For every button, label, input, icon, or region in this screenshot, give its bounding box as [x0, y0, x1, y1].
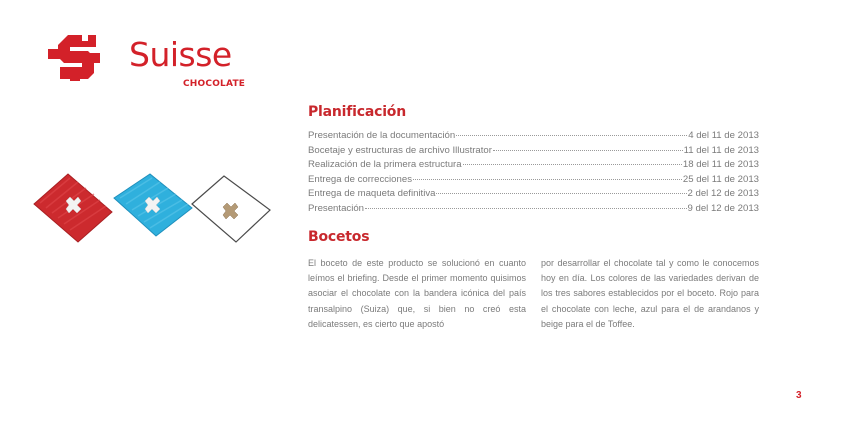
schedule-task: Entrega de maqueta definitiva	[308, 188, 436, 200]
brand-subtitle: CHOCOLATE	[183, 79, 246, 89]
schedule-date: 2 del 12 de 2013	[687, 188, 759, 200]
schedule-row	[308, 130, 759, 145]
schedule-row	[308, 159, 759, 174]
leader-dots	[463, 164, 682, 165]
beige-flag-sketch-icon	[192, 176, 270, 242]
leader-dots	[493, 150, 683, 151]
schedule-row	[308, 203, 759, 218]
leader-dots	[413, 179, 682, 180]
schedule-date: 25 del 11 de 2013	[682, 173, 759, 185]
schedule-row	[308, 145, 759, 160]
schedule-row	[308, 174, 759, 189]
schedule-task: Entrega de correcciones	[308, 173, 412, 185]
blue-flag-sketch-icon	[114, 174, 192, 236]
schedule-date: 4 del 11 de 2013	[688, 130, 759, 141]
schedule-row	[308, 188, 759, 203]
page-number: 3	[796, 390, 802, 401]
red-flag-sketch-icon	[34, 174, 112, 242]
schedule-task: Realización de la primera estructura	[308, 159, 462, 171]
schedule-task: Presentación de la documentación	[308, 130, 456, 141]
sketches-title: Bocetos	[308, 229, 370, 245]
leader-dots	[456, 135, 687, 136]
body-text-column-1: El boceto de este producto se solucionó en cuanto leímos el briefing. Desde el primer momento quisimos asociar el chocolate con la bandera icónica del país transalpino (Suiza) que, si bien no creó esta delicatessen, es cierto que apostó	[308, 258, 526, 329]
schedule-task: Bocetaje y estructuras de archivo Illustrator	[308, 144, 492, 156]
flag-sketches	[30, 170, 280, 260]
brand-logo	[48, 33, 248, 93]
schedule-date: 9 del 12 de 2013	[687, 202, 759, 214]
body-text-column-2: por desarrollar el chocolate tal y como le conocemos hoy en día. Los colores de las variedades derivan de los tres sabores establecidos por el boceto. Rojo para el chocolate con leche, azul para el de arandanos y beige para el de Toffee.	[541, 258, 759, 329]
schedule-task: Presentación	[308, 202, 364, 214]
leader-dots	[365, 208, 687, 209]
suisse-s-cross-icon	[48, 33, 118, 83]
planning-schedule	[308, 130, 759, 218]
brand-name: Suisse	[129, 35, 232, 74]
leader-dots	[436, 193, 686, 194]
schedule-date: 11 del 11 de 2013	[683, 144, 759, 156]
planning-title: Planificación	[308, 104, 406, 120]
schedule-date: 18 del 11 de 2013	[682, 159, 759, 171]
